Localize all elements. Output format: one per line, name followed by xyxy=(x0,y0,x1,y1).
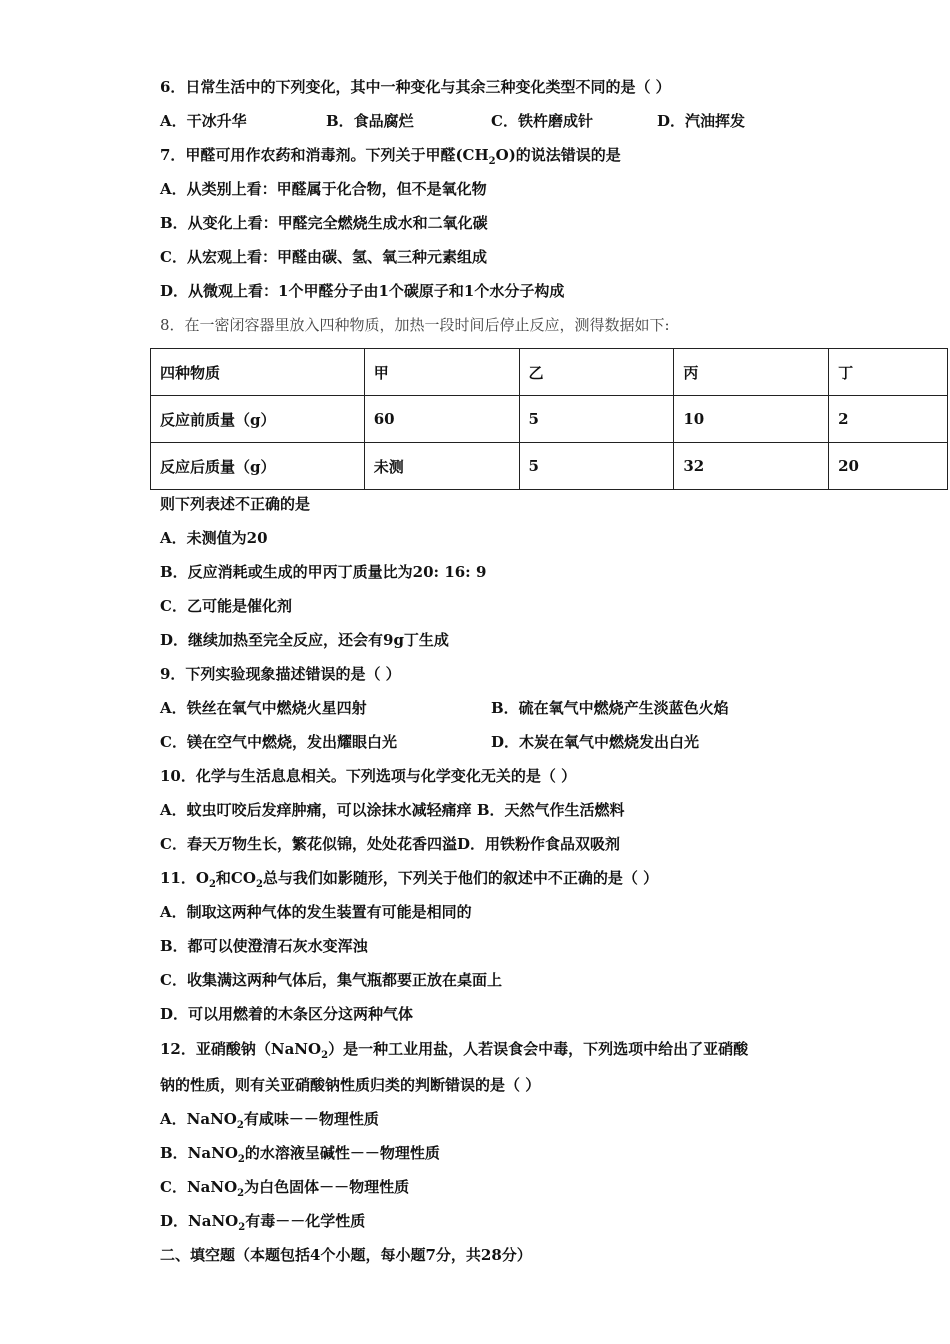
q9-option-c: C．镁在空气中燃烧，发出耀眼白光 xyxy=(160,733,397,751)
table-cell: 20 xyxy=(829,443,948,490)
q6-option-c: C．铁杵磨成针 xyxy=(491,112,593,130)
q6-option-d: D．汽油挥发 xyxy=(657,112,746,130)
table-cell: 5 xyxy=(519,396,674,443)
q10-stem: 10．化学与生活息息相关。下列选项与化学变化无关的是（ ） xyxy=(160,767,577,785)
q8-data-table xyxy=(150,348,948,490)
q11-option-d: D．可以用燃着的木条区分这两种气体 xyxy=(160,1005,414,1023)
table-header-cell: 丙 xyxy=(674,349,829,396)
table-cell: 未测 xyxy=(364,443,519,490)
q12-option-a: A．NaNO$_2$有咸味－－物理性质 xyxy=(160,1110,379,1131)
table-header-cell: 四种物质 xyxy=(151,349,365,396)
q11-stem: 11．$O_2$和$CO_2$总与我们如影随形，下列关于他们的叙述中不正确的是（ ） xyxy=(160,869,659,890)
q7-option-a: A．从类别上看：甲醛属于化合物，但不是氧化物 xyxy=(160,180,487,198)
q12-stem-line-2: 钠的性质，则有关亚硝酸钠性质归类的判断错误的是（ ） xyxy=(160,1076,541,1094)
q11-option-b: B．都可以使澄清石灰水变浑浊 xyxy=(160,937,368,955)
q9-option-a: A．铁丝在氧气中燃烧火星四射 xyxy=(160,699,367,717)
table-cell: 反应后质量（g） xyxy=(151,443,365,490)
table-cell: 32 xyxy=(674,443,829,490)
q11-option-c: C．收集满这两种气体后，集气瓶都要正放在桌面上 xyxy=(160,971,502,989)
table-row xyxy=(151,443,948,490)
q6-option-b: B．食品腐烂 xyxy=(326,112,414,130)
table-row xyxy=(151,396,948,443)
q12-option-c: C．NaNO$_2$为白色固体－－物理性质 xyxy=(160,1178,410,1199)
table-cell: 反应前质量（g） xyxy=(151,396,365,443)
table-cell: 2 xyxy=(829,396,948,443)
q9-option-b: B．硫在氧气中燃烧产生淡蓝色火焰 xyxy=(491,699,729,717)
table-header-cell: 甲 xyxy=(364,349,519,396)
q7-option-c: C．从宏观上看：甲醛由碳、氢、氧三种元素组成 xyxy=(160,248,487,266)
table-header-cell: 丁 xyxy=(829,349,948,396)
q7-option-d: D．从微观上看：1个甲醛分子由1个碳原子和1个水分子构成 xyxy=(160,282,565,300)
table-cell: 10 xyxy=(674,396,829,443)
q6-stem: 6．日常生活中的下列变化，其中一种变化与其余三种变化类型不同的是（ ） xyxy=(160,78,671,96)
q8-stem: 8．在一密闭容器里放入四种物质，加热一段时间后停止反应，测得数据如下: xyxy=(160,316,670,334)
section-2-heading: 二、填空题（本题包括4个小题，每小题7分，共28分） xyxy=(160,1246,532,1264)
q6-option-a: A．干冰升华 xyxy=(160,112,247,130)
q9-option-d: D．木炭在氧气中燃烧发出白光 xyxy=(491,733,700,751)
q10-options-line-2: C．春天万物生长，繁花似锦，处处花香四溢D．用铁粉作食品双吸剂 xyxy=(160,835,620,853)
q12-stem-line-1: 12．亚硝酸钠（NaNO$_2$）是一种工业用盐，人若误食会中毒，下列选项中给出了亚硝酸 xyxy=(160,1040,749,1061)
q12-option-d: D．NaNO$_2$有毒－－化学性质 xyxy=(160,1212,366,1233)
q11-option-a: A．制取这两种气体的发生装置有可能是相同的 xyxy=(160,903,472,921)
table-header-cell: 乙 xyxy=(519,349,674,396)
q10-options-line-1: A．蚊虫叮咬后发痒肿痛，可以涂抹水减轻痛痒 B．天然气作生活燃料 xyxy=(160,801,625,819)
q7-option-b: B．从变化上看：甲醛完全燃烧生成水和二氧化碳 xyxy=(160,214,488,232)
table-header-row xyxy=(151,349,948,396)
q8-option-b: B．反应消耗或生成的甲丙丁质量比为20: 16: 9 xyxy=(160,563,487,581)
q8-option-c: C．乙可能是催化剂 xyxy=(160,597,292,615)
q9-stem: 9．下列实验现象描述错误的是（ ） xyxy=(160,665,401,683)
q8-option-d: D．继续加热至完全反应，还会有9g丁生成 xyxy=(160,631,449,649)
table-cell: 60 xyxy=(364,396,519,443)
q8-option-a: A．未测值为20 xyxy=(160,529,268,547)
q12-option-b: B．NaNO$_2$的水溶液呈碱性－－物理性质 xyxy=(160,1144,440,1165)
table-cell: 5 xyxy=(519,443,674,490)
q7-stem: 7．甲醛可用作农药和消毒剂。下列关于甲醛$(CH_2O)$的说法错误的是 xyxy=(160,146,621,167)
q8-question: 则下列表述不正确的是 xyxy=(160,495,311,513)
